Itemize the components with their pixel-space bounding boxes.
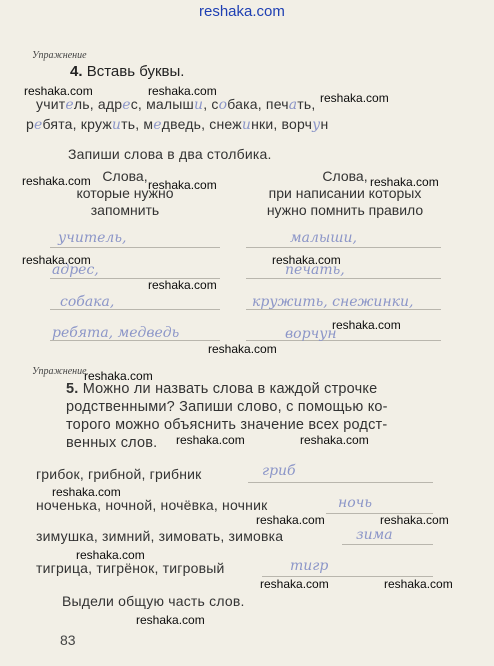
page-number: 83: [60, 632, 76, 648]
col2-answer: печать,: [285, 262, 345, 278]
watermark: reshaka.com: [52, 485, 121, 499]
row-answer: зима: [356, 527, 393, 543]
answer-line: [342, 544, 433, 545]
row-words: грибок, грибной, грибник: [36, 466, 202, 482]
exercise-5-label: Упражнение: [32, 366, 87, 377]
watermark: reshaka.com: [24, 84, 93, 98]
exercise-5-number: 5.: [66, 381, 79, 397]
watermark: reshaka.com: [76, 548, 145, 562]
watermark: reshaka.com: [300, 433, 369, 447]
instruction-two-columns: Запиши слова в два столбика.: [68, 146, 272, 162]
watermark-top[interactable]: reshaka.com: [199, 3, 285, 20]
watermark: reshaka.com: [380, 513, 449, 527]
watermark: reshaka.com: [332, 318, 401, 332]
watermark: reshaka.com: [148, 178, 217, 192]
watermark: reshaka.com: [136, 613, 205, 627]
watermark: reshaka.com: [370, 175, 439, 189]
exercise-4-label: Упражнение: [32, 50, 87, 61]
col2-answer: кружить, снежинки,: [252, 294, 414, 310]
col1-answer: ребята, медведь: [52, 325, 180, 341]
answer-line: [246, 247, 441, 248]
row-answer: гриб: [262, 463, 296, 479]
watermark: reshaka.com: [320, 91, 389, 105]
watermark: reshaka.com: [148, 84, 217, 98]
words-line-1: учитель, адрес, малыши, собака, печать,: [36, 96, 316, 113]
watermark: reshaka.com: [22, 253, 91, 267]
watermark: reshaka.com: [84, 369, 153, 383]
words-line-2: ребята, кружить, медведь, снежинки, ворчун: [26, 116, 329, 133]
exercise-4-number: 4.: [70, 63, 83, 80]
col1-answer: собака,: [60, 294, 115, 310]
watermark: reshaka.com: [22, 174, 91, 188]
exercise-4-heading: Вставь буквы.: [86, 63, 185, 80]
answer-line: [248, 482, 433, 483]
exercise-5-question: 5. Можно ли назвать слова в каждой строчке родственными? Запиши слово, с помощью ко- торого можно объяснить значение всех родст- венных слов.: [66, 381, 388, 451]
watermark: reshaka.com: [256, 513, 325, 527]
column-2-heading: Слова, при написании которых нужно помнить правило: [266, 168, 424, 218]
row-answer: ночь: [338, 495, 372, 511]
footer-instruction: Выдели общую часть слов.: [62, 593, 245, 609]
watermark: reshaka.com: [384, 577, 453, 591]
watermark: reshaka.com: [260, 577, 329, 591]
answer-line: [246, 278, 441, 279]
row-answer: тигр: [290, 558, 329, 574]
row-words: зимушка, зимний, зимовать, зимовка: [36, 528, 284, 544]
col1-answer: адрес,: [52, 262, 99, 278]
exercise-4-title: [70, 63, 184, 80]
watermark: reshaka.com: [272, 253, 341, 267]
column-1-heading: Слова, которые нужно запомнить: [76, 168, 174, 218]
watermark: reshaka.com: [208, 342, 277, 356]
answer-line: [50, 247, 220, 248]
answer-line: [246, 340, 441, 341]
watermark: reshaka.com: [176, 433, 245, 447]
col2-answer: ворчун: [285, 326, 337, 342]
row-words: тигрица, тигрёнок, тигровый: [36, 560, 225, 576]
col2-answer: малыши,: [290, 230, 357, 246]
col1-answer: учитель,: [58, 230, 127, 246]
row-words: ноченька, ночной, ночёвка, ночник: [36, 497, 268, 513]
watermark: reshaka.com: [148, 278, 217, 292]
